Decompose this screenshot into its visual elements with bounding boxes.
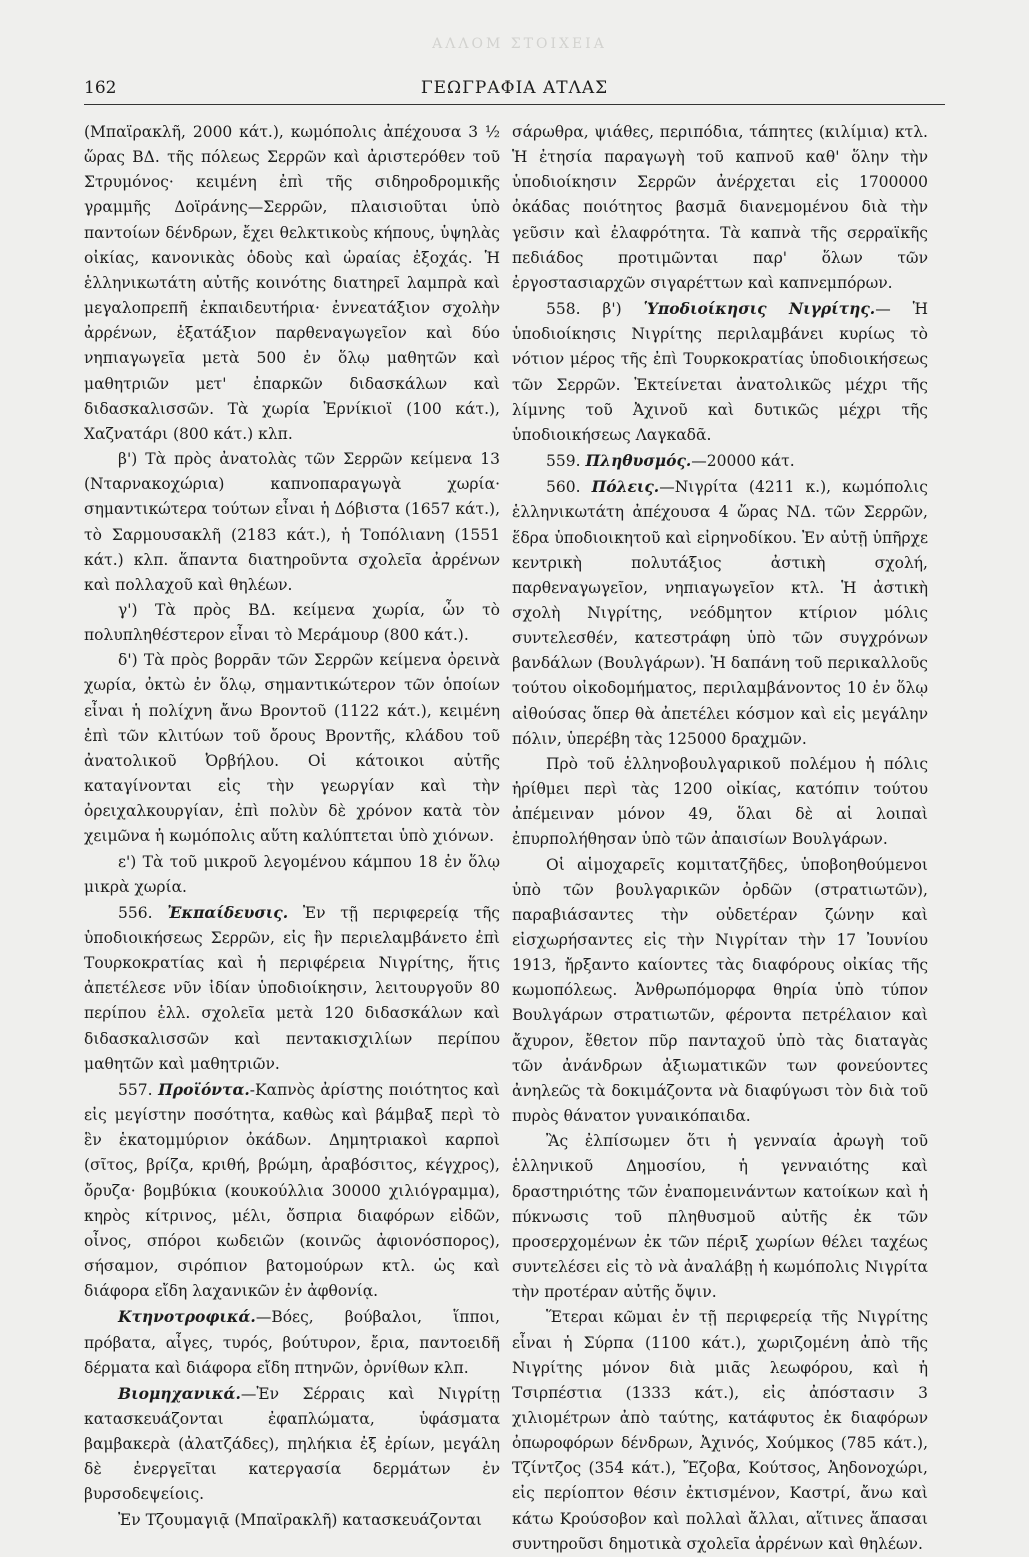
paragraph: γ') Τὰ πρὸς ΒΔ. κείμενα χωρία, ὧν τὸ πολυπληθέστερον εἶναι τὸ Μεράμουρ (800 κάτ.). <box>84 600 500 645</box>
section-559: 559. Πληθυσμός.—20000 κάτ. <box>546 451 795 471</box>
paragraph: (Μπαϊρακλῆ, 2000 κάτ.), κωμόπολις ἀπέχουσα 3 ½ ὥρας ΒΔ. τῆς πόλεως Σερρῶν καὶ ἀριστερόθεν τοῦ Στρυμόνος· κειμένη ἐπὶ τῆς σιδηροδρομικῆς γραμμῆς Δοϊράνης—Σερρῶν, πλαισιοῦται ὑπὸ παντοίων δένδρων, ἔχει θελκτικοὺς κήπους, ὑψηλὰς οἰκίας, κανονικὰς ὁδοὺς καὶ ὡραίας ἐξοχάς. Ἡ ἑλληνικωτάτη αὐτῆς κοινότης διατηρεῖ λαμπρὰ καὶ μεγαλοπρεπῆ ἐκπαιδευτήρια· ἐννεατάξιον σχολὴν ἀρρένων, ἑξατάξιον παρθεναγωγεῖον καὶ δύο νηπιαγωγεῖα μετὰ 500 ἐν ὅλῳ μαθητῶν καὶ μαθητριῶν μετ' ἐπαρκῶν διδασκάλων καὶ διδασκαλισσῶν. Τὰ χωρία Ἐρνίκιοϊ (100 κάτ.), Χαζνατάρι (800 κάτ.) κλπ. <box>84 123 500 443</box>
section-number: 558. β') <box>546 300 622 319</box>
page-header <box>84 78 945 104</box>
paragraph: σάρωθρα, ψιάθες, περιπόδια, τάπητες (κιλίμια) κτλ. Ἡ ἐτησία παραγωγὴ τοῦ καπνοῦ καθ' ὅλην τὴν ὑποδιοίκησιν Σερρῶν ἀνέρχεται εἰς 1700000 ὀκάδας ποιότητος βασμᾶ διανεμομένου διὰ τὴν γεῦσιν καὶ ἐλαφρότητα. Τὰ καπνὰ τῆς σερραϊκῆς πεδιάδος προτιμῶνται παρ' ὅλων τῶν ἐργοστασιαρχῶν σιγαρέττων καὶ καπνεμπόρων. <box>512 123 928 292</box>
paragraph: δ') Τὰ πρὸς βορρᾶν τῶν Σερρῶν κείμενα ὀρεινὰ χωρία, ὀκτὼ ἐν ὅλῳ, σημαντικώτερον τῶν ὁποίων εἶναι ἡ πολίχνη ἄνω Βροντοῦ (1122 κάτ.), κειμένη ἐπὶ τῶν κλιτύων τοῦ ὄρους Βροντῆς, κλάδου τοῦ ἀνατολικοῦ Ὀρβήλου. Οἱ κάτοικοι αὐτῆς καταγίνονται εἰς τὴν γεωργίαν καὶ τὴν ὀρειχαλκουργίαν, ἐπὶ πολὺν δὲ χρόνον κατὰ τὸν χειμῶνα ἡ κωμόπολις αὕτη καλύπτεται ὑπὸ χιόνων. <box>84 651 500 846</box>
section-heading: Βιομηχανικά. <box>118 1383 241 1403</box>
left-column <box>84 120 500 1533</box>
section-heading: Πόλεις. <box>591 477 660 497</box>
section-heading: Κτηνοτροφικά. <box>118 1307 256 1327</box>
paragraph: Ἐν Τζουμαγιᾷ (Μπαϊρακλῆ) κατασκευάζονται <box>118 1510 483 1529</box>
section-heading: Πληθυσμός. <box>585 451 692 471</box>
bleed-through-text: ΑΛΛΟΜ ΣΤΟΙΧΕΙΑ <box>432 36 607 52</box>
section-number: 559. <box>546 452 581 471</box>
section-557: 557. Προϊόντα.-Καπνὸς ἀρίστης ποιότητος καὶ εἰς μεγίστην ποσότητα, καθὼς καὶ βάμβαξ περὶ τὸ ἓν ἑκατομμύριον ὀκάδων. Δημητριακοὶ καρποὶ (σῖτος, βρίζα, κριθή, βρώμη, ἀραβόσιτος, κέγχρος), ὄρυζα· βομβύκια (κουκούλλια 30000 χιλιόγραμμα), κηρὸς κίτρινος, μέλι, ὄσπρια διαφόρων εἰδῶν, οἶνος, σπόροι κωδειῶν (κοινῶς ἀφιονόσπορος), σήσαμον, σιρόπιον βατομούρων κτλ. ὡς καὶ διάφορα εἴδη λαχανικῶν ἐν ἀφθονίᾳ. <box>84 1079 500 1301</box>
section-heading: Προϊόντα. <box>158 1079 250 1099</box>
right-column <box>512 120 928 1557</box>
paragraph: Πρὸ τοῦ ἑλληνοβουλγαρικοῦ πολέμου ἡ πόλις ἠρίθμει περὶ τὰς 1200 οἰκίας, κατόπιν τούτου ἀπέμειναν μόνον 49, ὅλαι δὲ αἱ λοιπαὶ ἐπυρπολήθησαν ὑπὸ τῶν ἀπαισίων Βουλγάρων. <box>512 754 928 849</box>
section-industry: Βιομηχανικά.—Ἐν Σέρραις καὶ Νιγρίτῃ κατασκευάζονται ἐφαπλώματα, ὑφάσματα βαμβακερὰ (ἀλατζάδες), πηλήκια ἐξ ἐρίων, μεγάλη δὲ ἐνεργεῖται κατεργασία δερμάτων ἐν βυρσοδεψείοις. <box>84 1383 500 1504</box>
paragraph: Ἕτεραι κῶμαι ἐν τῇ περιφερείᾳ τῆς Νιγρίτης εἶναι ἡ Σύρπα (1100 κάτ.), χωριζομένη ἀπὸ τῆς Νιγρίτης μόνον διὰ μιᾶς λεωφόρου, καὶ ἡ Τσιρπέστια (1333 κάτ.), εἰς ἀπόστασιν 3 χιλιομέτρων ἀπὸ ταύτης, κατάφυτος ἐκ διαφόρων ὀπωροφόρων δένδρων, Ἀχινός, Χούμκος (785 κάτ.), Τζίντζος (354 κάτ.), Ἔζοβα, Κούτσος, Ἀηδονοχώρι, εἰς περίοπτον θέσιν ἐκτισμένον, Καστρί, ἄνω καὶ κάτω Κρούσοβον καὶ πολλαὶ ἄλλαι, αἵτινες ἅπασαι συντηροῦσι δημοτικὰ σχολεῖα ἀρρένων καὶ θηλέων. <box>512 1308 928 1553</box>
section-livestock: Κτηνοτροφικά.—Βόες, βούβαλοι, ἵπποι, πρόβατα, αἶγες, τυρός, βούτυρον, ἔρια, παντοειδῆ δέρματα καὶ διάφορα εἴδη πτηνῶν, ὀρνίθων κλπ. <box>84 1307 500 1377</box>
section-heading: Ὑποδιοίκησις Νιγρίτης. <box>643 299 876 319</box>
section-560: 560. Πόλεις.—Νιγρίτα (4211 κ.), κωμόπολις ἑλληνικωτάτη ἀπέχουσα 4 ὥρας ΝΔ. τῶν Σερρῶν, ἕδρα ὑποδιοικητοῦ καὶ εἰρηνοδίκου. Ἐν αὐτῇ ὑπῆρχε κεντρικὴ πολυτάξιος ἀστικὴ σχολή, παρθεναγωγεῖον, νηπιαγωγεῖον κτλ. Ἡ ἀστικὴ σχολὴ Νιγρίτης, νεόδμητον κτίριον μόλις συντελεσθέν, κατεστράφη ὑπὸ τῶν συγχρόνων βανδάλων (Βουλγάρων). Ἡ δαπάνη τοῦ περικαλλοῦς τούτου οἰκοδομήματος, περιλαμβάνοντος 10 ἐν ὅλῳ αἰθούσας ὅπερ θὰ ἀπετέλει κόσμον καὶ εἰς μεγάλην πόλιν, ὑπερέβη τὰς 125000 δραχμῶν. <box>512 477 928 748</box>
section-number: 557. <box>118 1080 153 1099</box>
paragraph: β') Τὰ πρὸς ἀνατολὰς τῶν Σερρῶν κείμενα 13 (Νταρνακοχώρια) καπνοπαραγωγὰ χωρία· σημαντικώτερα τούτων εἶναι ἡ Δόβιστα (1657 κάτ.), τὸ Σαρμουσακλῆ (2183 κάτ.), ἡ Τοπόλιανη (1551 κάτ.) κλπ. ἅπαντα διατηροῦντα σχολεῖα ἀρρένων καὶ πολλαχοῦ καὶ θηλέων. <box>84 450 500 594</box>
section-number: 560. <box>546 478 581 497</box>
section-556: 556. Ἐκπαίδευσις. Ἐν τῇ περιφερείᾳ τῆς ὑποδιοικήσεως Σερρῶν, εἰς ἣν περιελαμβάνετο ἐπὶ Τουρκοκρατίας καὶ ἡ περιφέρεια Νιγρίτης, ἥτις ἀπετέλεσε νῦν ἰδίαν ὑποδιοίκησιν, λειτουργοῦν 80 περίπου ἑλλ. σχολεῖα μετὰ 120 διδασκάλων καὶ διδασκαλισσῶν καὶ πεντακισχιλίων περίπου μαθητῶν καὶ μαθητριῶν. <box>84 902 500 1073</box>
paragraph: ε') Τὰ τοῦ μικροῦ λεγομένου κάμπου 18 ἐν ὅλῳ μικρὰ χωρία. <box>84 852 500 896</box>
paragraph: Ἂς ἐλπίσωμεν ὅτι ἡ γενναία ἀρωγὴ τοῦ ἑλληνικοῦ Δημοσίου, ἡ γενναιότης καὶ δραστηριότης τῶν ἐναπομεινάντων κατοίκων καὶ ἡ πύκνωσις τοῦ πληθυσμοῦ αὐτῆς ἐκ τῶν προσερχομένων ἐκ τῶν πέριξ χωρίων θέλει ταχέως συντελέσει εἰς τὸ νὰ ἀναλάβῃ ἡ κωμόπολις Νιγρίτα τὴν προτέραν αὐτῆς ὄψιν. <box>512 1132 928 1302</box>
section-heading: Ἐκπαίδευσις. <box>167 902 289 922</box>
running-title: ΓΕΩΓΡΑΦΙΑ ΑΤΛΑΣ <box>420 78 609 98</box>
section-558: 558. β') Ὑποδιοίκησις Νιγρίτης.— Ἡ ὑποδιοίκησις Νιγρίτης περιλαμβάνει κυρίως τὸ νότιον μέρος τῆς ἐπὶ Τουρκοκρατίας ὑποδιοικήσεως τῶν Σερρῶν. Ἐκτείνεται ἀνατολικῶς μέχρι τῆς λίμνης τοῦ Ἀχινοῦ καὶ δυτικῶς μέχρι τῆς ὑποδιοικήσεως Λαγκαδᾶ. <box>512 299 929 444</box>
page-number: 162 <box>84 78 117 98</box>
header-rule <box>84 104 945 105</box>
paragraph: Οἱ αἱμοχαρεῖς κομιτατζῆδες, ὑποβοηθούμενοι ὑπὸ τῶν βουλγαρικῶν ὀρδῶν (στρατιωτῶν), παραβιάσαντες τὴν οὐδετέραν ζώνην καὶ εἰσχωρήσαντες εἰς τὴν Νιγρίταν τὴν 17 Ἰουνίου 1913, ἤρξαντο καίοντες τὰς διαφόρους οἰκίας τῆς κωμοπόλεως. Ἀνθρωπόμορφα θηρία ὑπὸ τύπον Βουλγάρων στρατιωτῶν, φέροντα πετρέλαιον καὶ ἄχυρον, ἔθετον πῦρ πανταχοῦ ὑπὸ τὰς διαταγὰς τῶν ἀνάνδρων ἀξιωματικῶν των φονεύοντες ἀνηλεῶς τὰ δοκιμάζοντα νὰ διαφύγωσι τὸν διὰ τοῦ πυρὸς θάνατον γυναικόπαιδα. <box>512 855 928 1126</box>
section-number: 556. <box>118 903 153 922</box>
